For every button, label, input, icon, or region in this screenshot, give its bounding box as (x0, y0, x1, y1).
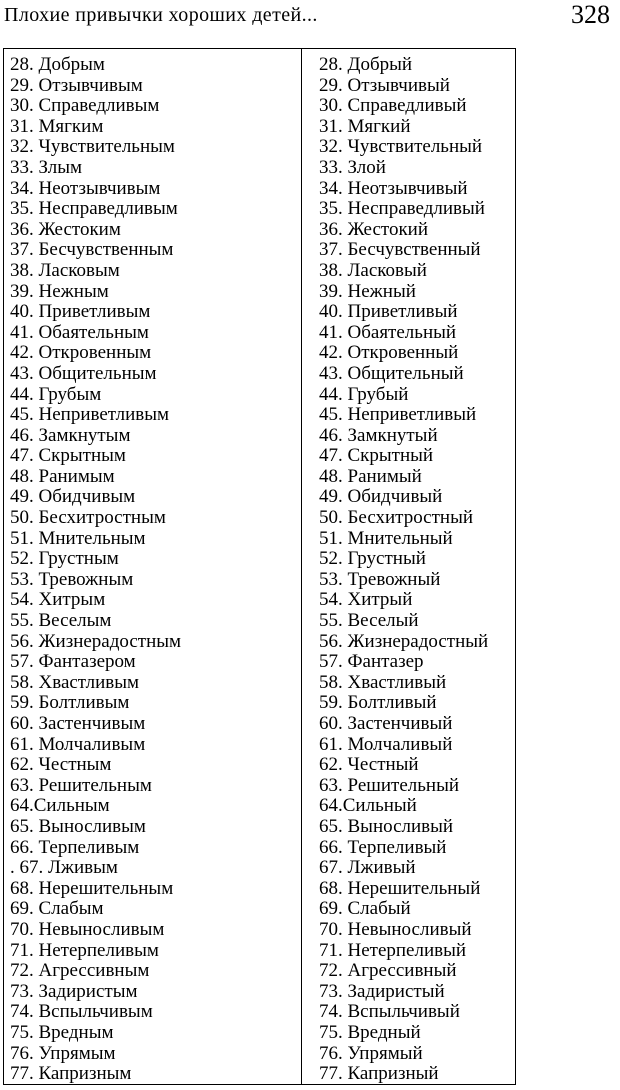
left-column-item: 51. Мнительным (10, 527, 146, 549)
right-column-item: 34. Неотзывчивый (319, 177, 468, 199)
left-column-item: 47. Скрытным (10, 445, 126, 467)
right-column-item: 62. Честный (319, 754, 419, 776)
right-column-item: 67. Лживый (319, 857, 416, 879)
right-column-item: 33. Злой (319, 156, 386, 178)
left-column-item: 29. Отзывчивым (10, 74, 143, 96)
right-column-item: 75. Вредный (319, 1021, 421, 1043)
right-column-item: 42. Откровенный (319, 342, 459, 364)
page-number: 328 (571, 0, 610, 29)
right-column-item: 43. Общительный (319, 362, 464, 384)
left-column-item: 54. Хитрым (10, 589, 106, 611)
right-column-item: 74. Вспыльчивый (319, 1001, 460, 1023)
left-column-item: 50. Бесхитростным (10, 507, 166, 529)
right-column-item: 57. Фантазер (319, 651, 424, 673)
right-column-item: 48. Ранимый (319, 465, 422, 487)
right-column-item: 51. Мнительный (319, 527, 453, 549)
left-column-item: 75. Вредным (10, 1021, 114, 1043)
left-column-item: 73. Задиристым (10, 980, 138, 1002)
right-column-item: 71. Нетерпеливый (319, 939, 467, 961)
left-column-item: . 67. Лживым (10, 857, 118, 879)
left-column-item: 52. Грустным (10, 548, 119, 570)
left-column-item: 37. Бесчувственным (10, 239, 174, 261)
left-column-item: 42. Откровенным (10, 342, 152, 364)
left-column-item: 57. Фантазером (10, 651, 136, 673)
right-column-item: 66. Терпеливый (319, 836, 447, 858)
left-column-item: 45. Неприветливым (10, 404, 170, 426)
right-column-item: 59. Болтливый (319, 692, 437, 714)
left-column-item: 43. Общительным (10, 362, 157, 384)
right-column-item: 55. Веселый (319, 610, 419, 632)
left-column-item: 31. Мягким (10, 115, 104, 137)
right-column-item: 56. Жизнерадостный (319, 630, 489, 652)
right-column-item: 35. Несправедливый (319, 198, 485, 220)
right-column-item: 65. Выносливый (319, 815, 454, 837)
page-header (0, 0, 620, 40)
left-column-item: 53. Тревожным (10, 568, 134, 590)
left-column-item: 35. Несправедливым (10, 198, 178, 220)
right-column-item: 58. Хвастливый (319, 671, 447, 693)
left-column-item: 30. Справедливым (10, 95, 160, 117)
left-column-item: 49. Обидчивым (10, 486, 136, 508)
right-column-item: 39. Нежный (319, 280, 416, 302)
left-column-item: 74. Вспыльчивым (10, 1001, 153, 1023)
left-column-item: 65. Выносливым (10, 815, 146, 837)
right-column-item: 60. Застенчивый (319, 713, 453, 734)
left-column (4, 49, 302, 1084)
left-column-item: 63. Решительным (10, 774, 152, 796)
running-title: Плохие привычки хороших детей... (4, 4, 318, 26)
left-column-item: 36. Жестоким (10, 218, 121, 240)
right-column-item: 68. Нерешительный (319, 877, 481, 899)
left-column-item: 66. Терпеливым (10, 836, 140, 858)
right-column-item: 45. Неприветливый (319, 404, 477, 426)
left-column-item: 41. Обаятельным (10, 321, 149, 343)
left-column-item: 64.Сильным (10, 795, 110, 817)
left-column-item: 28. Добрым (10, 54, 105, 75)
left-column-item: 59. Болтливым (10, 692, 130, 714)
left-column-item: 76. Упрямым (10, 1042, 116, 1064)
right-column-item: 70. Невыносливый (319, 918, 472, 940)
right-column-item: 28. Добрый (319, 54, 413, 75)
left-column-item: 70. Невыносливым (10, 918, 165, 940)
left-column-item: 62. Честным (10, 754, 112, 776)
right-column-item: 38. Ласковый (319, 259, 427, 281)
left-column-item: 61. Молчаливым (10, 733, 146, 755)
left-column-item: 38. Ласковым (10, 259, 120, 281)
right-column-item: 37. Бесчувственный (319, 239, 481, 261)
left-column-item: 68. Нерешительным (10, 877, 174, 899)
right-column-item: 53. Тревожный (319, 568, 441, 590)
left-column-item: 58. Хвастливым (10, 671, 140, 693)
left-column-item: 56. Жизнерадостным (10, 630, 182, 652)
right-column-item: 36. Жестокий (319, 218, 429, 240)
left-column-item: 69. Слабым (10, 898, 104, 920)
left-column-item: 77. Капризным (10, 1063, 132, 1085)
right-column-item: 76. Упрямый (319, 1042, 423, 1064)
right-column-item: 30. Справедливый (319, 95, 467, 117)
right-column-item: 49. Обидчивый (319, 486, 443, 508)
left-column-item: 32. Чувствительным (10, 136, 175, 158)
left-column-item: 34. Неотзывчивым (10, 177, 161, 199)
right-column-item: 52. Грустный (319, 548, 426, 570)
right-column-item: 32. Чувствительный (319, 136, 483, 158)
left-column-item: 33. Злым (10, 156, 83, 178)
right-column-item: 41. Обаятельный (319, 321, 457, 343)
right-column-item: 77. Капризный (319, 1063, 439, 1085)
left-column-item: 39. Нежным (10, 280, 109, 302)
right-column-item: 40. Приветливый (319, 301, 458, 323)
left-column-item: 72. Агрессивным (10, 960, 150, 982)
right-column-item: 54. Хитрый (319, 589, 413, 611)
left-column-item: 55. Веселым (10, 610, 112, 632)
right-column (302, 49, 515, 1084)
adjective-table (3, 48, 516, 1085)
left-column-item: 40. Приветливым (10, 301, 151, 323)
right-column-item: 73. Задиристый (319, 980, 445, 1002)
right-column-item: 31. Мягкий (319, 115, 411, 137)
right-column-item: 44. Грубый (319, 383, 409, 405)
right-column-item: 64.Сильный (319, 795, 417, 817)
right-column-item: 47. Скрытный (319, 445, 434, 467)
right-column-item: 29. Отзывчивый (319, 74, 450, 96)
left-column-item: 60. Застенчивым (10, 713, 146, 734)
left-column-item: 71. Нетерпеливым (10, 939, 159, 961)
right-column-item: 72. Агрессивный (319, 960, 457, 982)
right-column-item: 46. Замкнутый (319, 424, 438, 446)
left-column-item: 46. Замкнутым (10, 424, 131, 446)
left-column-item: 44. Грубым (10, 383, 102, 405)
right-column-item: 61. Молчаливый (319, 733, 453, 755)
right-column-item: 69. Слабый (319, 898, 411, 920)
right-column-item: 50. Бесхитростный (319, 507, 474, 529)
right-column-item: 63. Решительный (319, 774, 460, 796)
left-column-item: 48. Ранимым (10, 465, 115, 487)
